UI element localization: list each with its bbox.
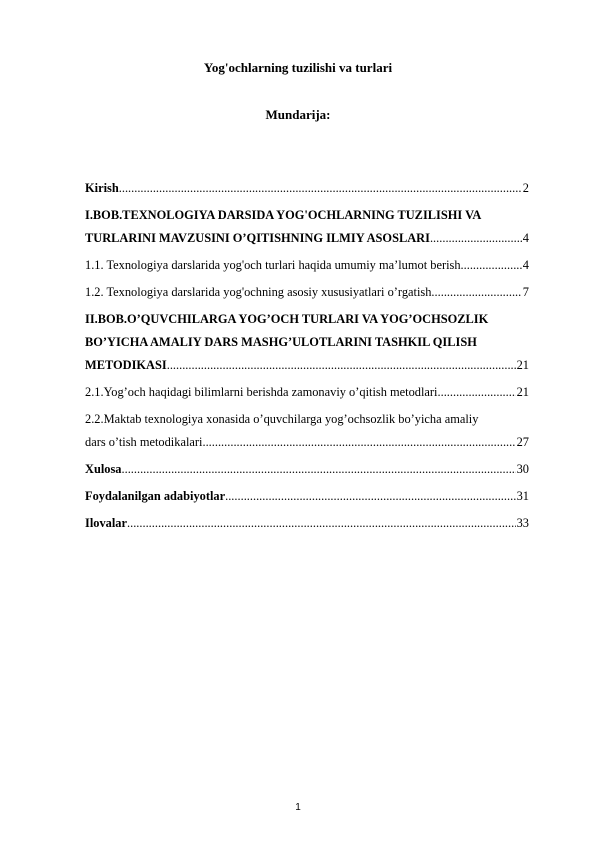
- toc-page-number: 21: [516, 358, 529, 372]
- toc-entry[interactable]: [85, 308, 529, 377]
- toc-page-number: 4: [522, 231, 529, 245]
- toc-entry[interactable]: [85, 512, 529, 535]
- document-title: Yog'ochlarning tuzilishi va turlari: [203, 60, 393, 75]
- toc-page-number: 7: [522, 285, 529, 299]
- toc-entry-title: Ilovalar: [85, 516, 127, 530]
- toc-page-number: 33: [516, 516, 529, 530]
- toc-entry[interactable]: [85, 281, 529, 304]
- table-of-contents: [85, 177, 529, 539]
- toc-entry[interactable]: [85, 177, 529, 200]
- toc-entry[interactable]: [85, 458, 529, 481]
- toc-dot-leader: [167, 354, 516, 377]
- toc-dot-leader: [202, 431, 515, 454]
- toc-entry-title: 1.1. Texnologiya darslarida yog'och turlari haqida umumiy ma’lumot berish: [85, 258, 461, 272]
- toc-entry-title: Kirish: [85, 181, 119, 195]
- toc-entry[interactable]: [85, 408, 529, 454]
- toc-page-number: 30: [516, 462, 529, 476]
- toc-dot-leader: [127, 512, 516, 535]
- page-number: 1: [295, 802, 301, 813]
- toc-dot-leader: [438, 381, 516, 404]
- toc-entry-line: I.BOB.TEXNOLOGIYA DARSIDA YOG'OCHLARNING TUZILISHI VA: [85, 208, 482, 222]
- toc-entry-title: 1.2. Texnologiya darslarida yog'ochning asosiy xususiyatlari o’rgatish: [85, 285, 432, 299]
- toc-entry-title: Foydalanilgan adabiyotlar: [85, 489, 226, 503]
- toc-dot-leader: [461, 254, 522, 277]
- toc-dot-leader: [431, 281, 521, 304]
- toc-dot-leader: [119, 177, 522, 200]
- toc-entry[interactable]: [85, 381, 529, 404]
- toc-entry[interactable]: [85, 254, 529, 277]
- toc-entry[interactable]: [85, 204, 529, 250]
- toc-page-number: 31: [516, 489, 529, 503]
- toc-entry-title: 2.1.Yog’och haqidagi bilimlarni berishda zamonaviy o’qitish metodlari: [85, 385, 438, 399]
- toc-dot-leader: [430, 227, 522, 250]
- toc-heading: Mundarija:: [265, 107, 331, 122]
- toc-page-number: 27: [516, 435, 529, 449]
- toc-entry-title: dars o’tish metodikalari: [85, 435, 203, 449]
- toc-entry[interactable]: [85, 485, 529, 508]
- toc-entry-line: II.BOB.O’QUVCHILARGA YOG’OCH TURLARI VA YOG’OCHSOZLIK: [85, 312, 489, 326]
- toc-entry-line: 2.2.Maktab texnologiya xonasida o’quvchilarga yog’ochsozlik bo’yicha amaliy: [85, 412, 479, 426]
- toc-page-number: 4: [522, 258, 529, 272]
- toc-entry-title: TURLARINI MAVZUSINI O’QITISHNING ILMIY ASOSLARI: [85, 231, 430, 245]
- toc-entry-title: METODIKASI: [85, 358, 167, 372]
- toc-entry-title: Xulosa: [85, 462, 122, 476]
- toc-dot-leader: [225, 485, 516, 508]
- toc-entry-line: BO’YICHA AMALIY DARS MASHG’ULOTLARINI TASHKIL QILISH: [85, 335, 477, 349]
- toc-page-number: 2: [522, 181, 529, 195]
- toc-page-number: 21: [516, 385, 529, 399]
- toc-dot-leader: [122, 458, 516, 481]
